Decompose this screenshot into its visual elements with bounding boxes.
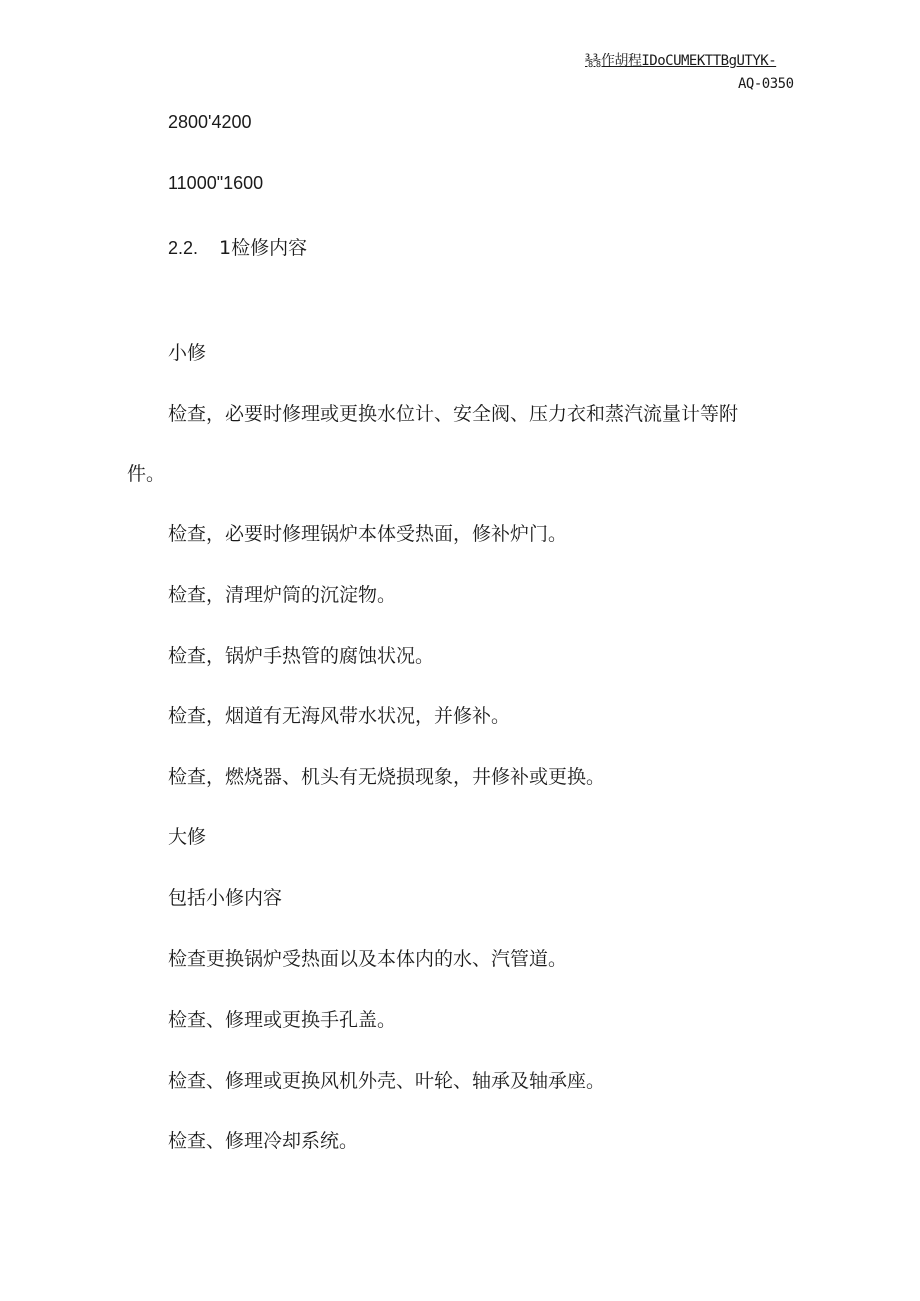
major-repair-item: 检查、修理冷却系统。 [168,1130,359,1152]
major-repair-heading: 大修 [168,826,207,848]
major-repair-item: 包括小修内容 [168,887,283,909]
document-code: ⅜⅜作胡程IDoCUMEKTTBgUTYK- [585,53,777,69]
minor-repair-heading: 小修 [168,342,207,364]
document-code-suffix: AQ-0350 [738,76,794,92]
minor-repair-item-continuation: 件。 [127,463,166,485]
major-repair-item: 检查、修理或更换风机外壳、叶轮、轴承及轴承座。 [168,1070,606,1092]
minor-repair-item: 检查，燃烧器、机头有无烧损现象，井修补或更换。 [168,766,606,788]
section-heading [168,233,307,260]
dimension-line-1: 2800'4200 [168,112,252,132]
minor-repair-item: 检查，烟道有无海风带水状况，并修补。 [168,705,511,727]
major-repair-item: 检查更换锅炉受热面以及本体内的水、汽管道。 [168,948,568,970]
minor-repair-item: 检查，必要时修理锅炉本体受热面，修补炉门。 [168,523,568,545]
minor-repair-item: 检查，锅炉手热管的腐蚀状况。 [168,645,435,667]
dimension-line-2: 11000"1600 [168,173,264,193]
section-title: 1检修内容 [219,237,308,259]
major-repair-item: 检查、修理或更换手孔盖。 [168,1009,397,1031]
minor-repair-item: 检查，清理炉筒的沉淀物。 [168,584,397,606]
minor-repair-item: 检查，必要时修理或更换水位计、安全阀、压力衣和蒸汽流量计等附 [168,403,739,425]
section-number: 2.2. [168,238,199,258]
